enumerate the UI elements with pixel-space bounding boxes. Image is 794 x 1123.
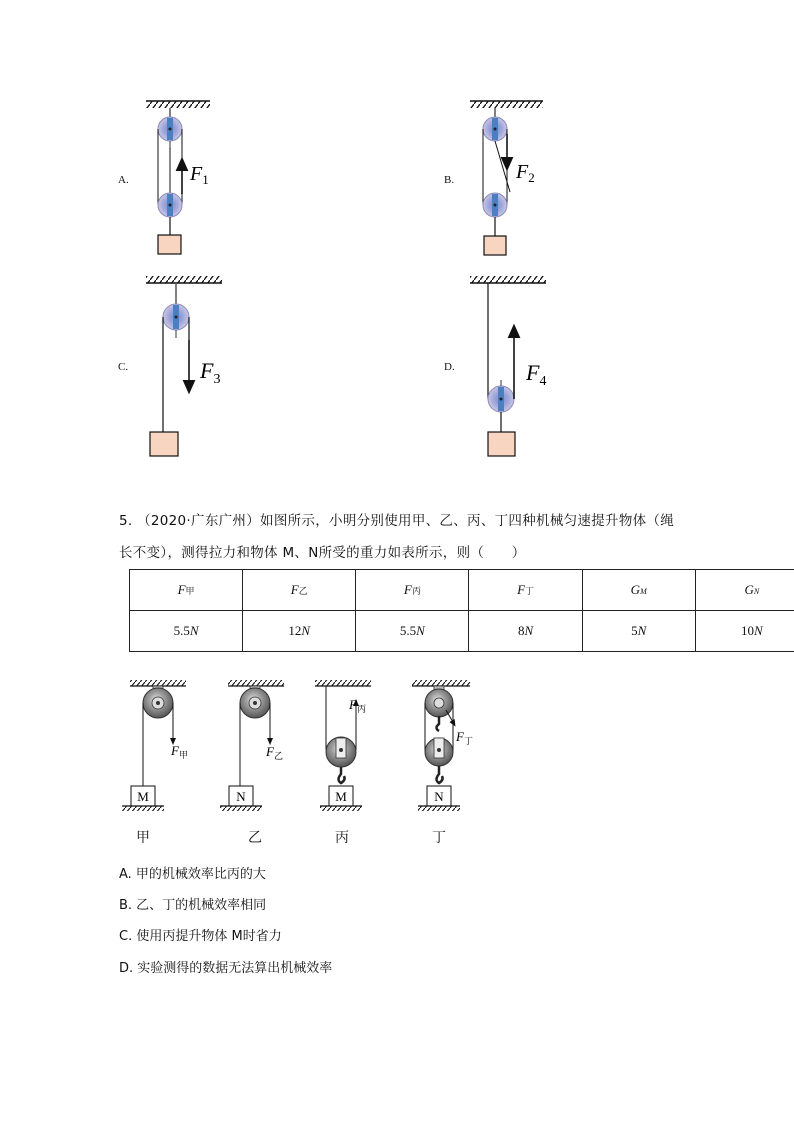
figure-c	[146, 276, 222, 456]
caption-jia: 甲	[136, 830, 150, 846]
value-cell: 5N	[582, 611, 695, 652]
caption-ding: 丁	[432, 830, 446, 846]
load-block	[484, 236, 506, 255]
option-a-label: A.	[118, 174, 129, 186]
value-cell: 12N	[243, 611, 356, 652]
answer-option-a: A. 甲的机械效率比丙的大	[119, 867, 266, 882]
question-line-1: 5. （2020·广东广州）如图所示，小明分别使用甲、乙、丙、丁四种机械匀速提升物体（绳	[119, 513, 675, 529]
caption-bing: 丙	[335, 830, 349, 846]
load-block	[158, 235, 181, 254]
block-label: M	[137, 789, 149, 804]
hook-icon	[437, 766, 443, 783]
figure-d	[470, 276, 546, 456]
option-c-label: C.	[118, 361, 129, 373]
mechanism-jia	[122, 680, 188, 811]
force-label: $F_丙$	[349, 697, 366, 714]
movable-pulley	[158, 193, 182, 217]
option-d-label: D.	[444, 361, 455, 373]
force-label: $F_丁$	[456, 729, 473, 746]
header-f-yi: F乙	[243, 570, 356, 611]
value-cell: 8N	[469, 611, 582, 652]
hook-icon	[339, 767, 345, 783]
force-label: $F_1$	[190, 163, 209, 187]
force-weight-table	[129, 569, 794, 652]
header-g-m: GM	[582, 570, 695, 611]
header-f-jia: F甲	[130, 570, 243, 611]
block-label: N	[236, 789, 246, 804]
answer-option-c: C. 使用丙提升物体 M时省力	[119, 929, 282, 944]
mechanism-ding	[412, 680, 473, 811]
caption-yi: 乙	[248, 830, 262, 846]
force-label: $F_乙$	[266, 744, 283, 761]
option-b-label: B.	[444, 174, 455, 186]
figure-a	[146, 101, 210, 254]
hook-icon	[437, 716, 440, 731]
header-f-ding: F丁	[469, 570, 582, 611]
value-cell: 5.5N	[130, 611, 243, 652]
value-cell: 10N	[695, 611, 794, 652]
question-line-2: 长不变），测得拉力和物体 M、N所受的重力如表所示，则（ ）	[119, 545, 526, 561]
load-block	[150, 432, 178, 456]
figure-b	[470, 101, 543, 255]
block-label: N	[434, 789, 444, 804]
value-cell: 5.5N	[356, 611, 469, 652]
answer-option-d: D. 实验测得的数据无法算出机械效率	[119, 961, 333, 976]
block-label: M	[335, 789, 347, 804]
pulley-figures-top	[0, 0, 794, 480]
table-value-row	[130, 611, 794, 652]
force-label: $F_4$	[526, 360, 547, 389]
mechanism-yi	[220, 680, 284, 811]
answer-option-b: B. 乙、丁的机械效率相同	[119, 898, 267, 913]
fixed-pulley	[158, 117, 182, 141]
header-f-bing: F丙	[356, 570, 469, 611]
load-block	[488, 432, 515, 456]
force-label: $F_甲$	[171, 743, 188, 760]
mechanism-figures	[0, 670, 794, 860]
force-label: $F_3$	[200, 358, 221, 387]
mechanism-bing	[315, 680, 371, 811]
header-g-n: GN	[695, 570, 794, 611]
table-header-row	[130, 570, 794, 611]
force-label: $F_2$	[516, 161, 535, 185]
